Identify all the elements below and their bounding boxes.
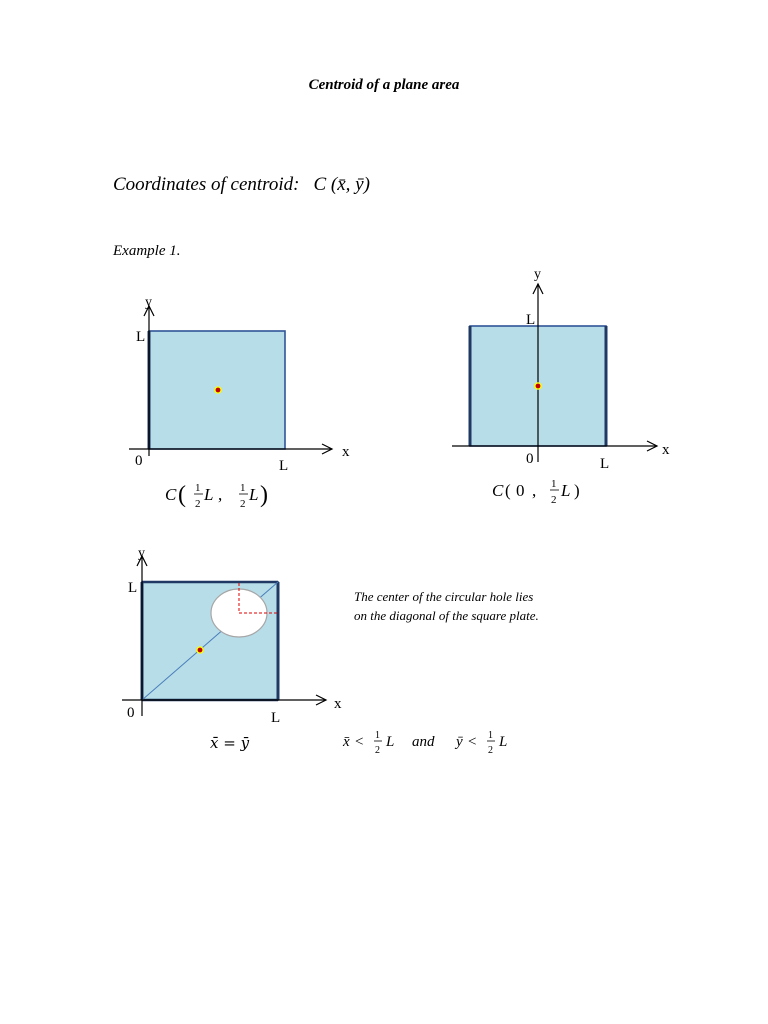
centroid-dot-1 xyxy=(216,388,221,393)
ineq-den-1: 2 xyxy=(375,745,380,756)
caption-1-comma: , xyxy=(218,485,223,504)
caption-1-c: C xyxy=(165,485,177,504)
coords-symbol: C (x̄, ȳ) xyxy=(313,174,370,195)
page-title: Centroid of a plane area xyxy=(308,77,460,93)
caption-1-close: ) xyxy=(260,482,268,508)
caption-1-den-b: 2 xyxy=(240,498,246,510)
x-axis-label-1: x xyxy=(342,444,350,460)
ineq-den-2: 2 xyxy=(488,745,493,756)
coords-heading-text: Coordinates of centroid: xyxy=(113,174,300,195)
hole-note-line-2: on the diagonal of the square plate. xyxy=(354,608,539,623)
y-tick-label-1: L xyxy=(136,329,146,345)
ineq-var-2: L xyxy=(499,734,508,750)
y-axis-label-2: y xyxy=(534,267,541,282)
centroid-dot-3 xyxy=(198,648,203,653)
origin-label-3: 0 xyxy=(127,705,135,721)
y-tick-label-3: L xyxy=(128,580,138,596)
caption-1-open: ( xyxy=(178,482,186,508)
figure-3 xyxy=(122,546,507,756)
hole-note-line-1: The center of the circular hole lies xyxy=(354,589,534,604)
caption-1-num-b: 1 xyxy=(240,482,246,494)
x-tick-label-1: L xyxy=(279,458,289,474)
x-tick-label-2: L xyxy=(600,456,610,472)
ineq-and: and xyxy=(412,734,435,750)
origin-label-1: 0 xyxy=(135,453,143,469)
caption-2-open: ( xyxy=(505,481,511,500)
ineq-lt-2: < xyxy=(468,734,477,750)
centroid-caption-2 xyxy=(492,478,580,506)
caption-2-num: 1 xyxy=(551,478,557,490)
x-axis-label-2: x xyxy=(662,442,670,458)
ineq-xbar: x̄ xyxy=(343,734,350,750)
ineq-num-1: 1 xyxy=(375,730,380,741)
caption-2-den: 2 xyxy=(551,494,557,506)
ineq-num-2: 1 xyxy=(488,730,493,741)
caption-2-close: ) xyxy=(574,481,580,500)
caption-1-num-a: 1 xyxy=(195,482,201,494)
caption-2-c: C xyxy=(492,481,504,500)
caption-1-var-b: L xyxy=(249,485,259,504)
centroid-dot-2 xyxy=(536,384,541,389)
centroid-equality: x̄ = ȳ xyxy=(210,734,250,752)
example-label: Example 1. xyxy=(113,243,181,259)
origin-label-2: 0 xyxy=(526,451,534,467)
ineq-ybar: ȳ xyxy=(456,734,463,750)
y-axis-label-3: y xyxy=(138,546,145,561)
y-axis-label-1: y xyxy=(145,295,152,310)
caption-1-var-a: L xyxy=(204,485,214,504)
centroid-caption-1 xyxy=(165,482,268,510)
figure-1 xyxy=(129,295,350,510)
x-axis-label-3: x xyxy=(334,696,342,712)
ineq-var-1: L xyxy=(386,734,395,750)
ineq-lt-1: < xyxy=(355,734,364,750)
caption-1-den-a: 2 xyxy=(195,498,201,510)
caption-2-zero: 0 xyxy=(516,481,525,500)
centroid-inequality xyxy=(342,730,507,756)
figure-2 xyxy=(452,267,670,506)
x-tick-label-3: L xyxy=(271,710,281,726)
y-tick-label-2: L xyxy=(526,312,536,328)
caption-2-var: L xyxy=(561,481,571,500)
caption-2-comma: , xyxy=(532,481,537,500)
